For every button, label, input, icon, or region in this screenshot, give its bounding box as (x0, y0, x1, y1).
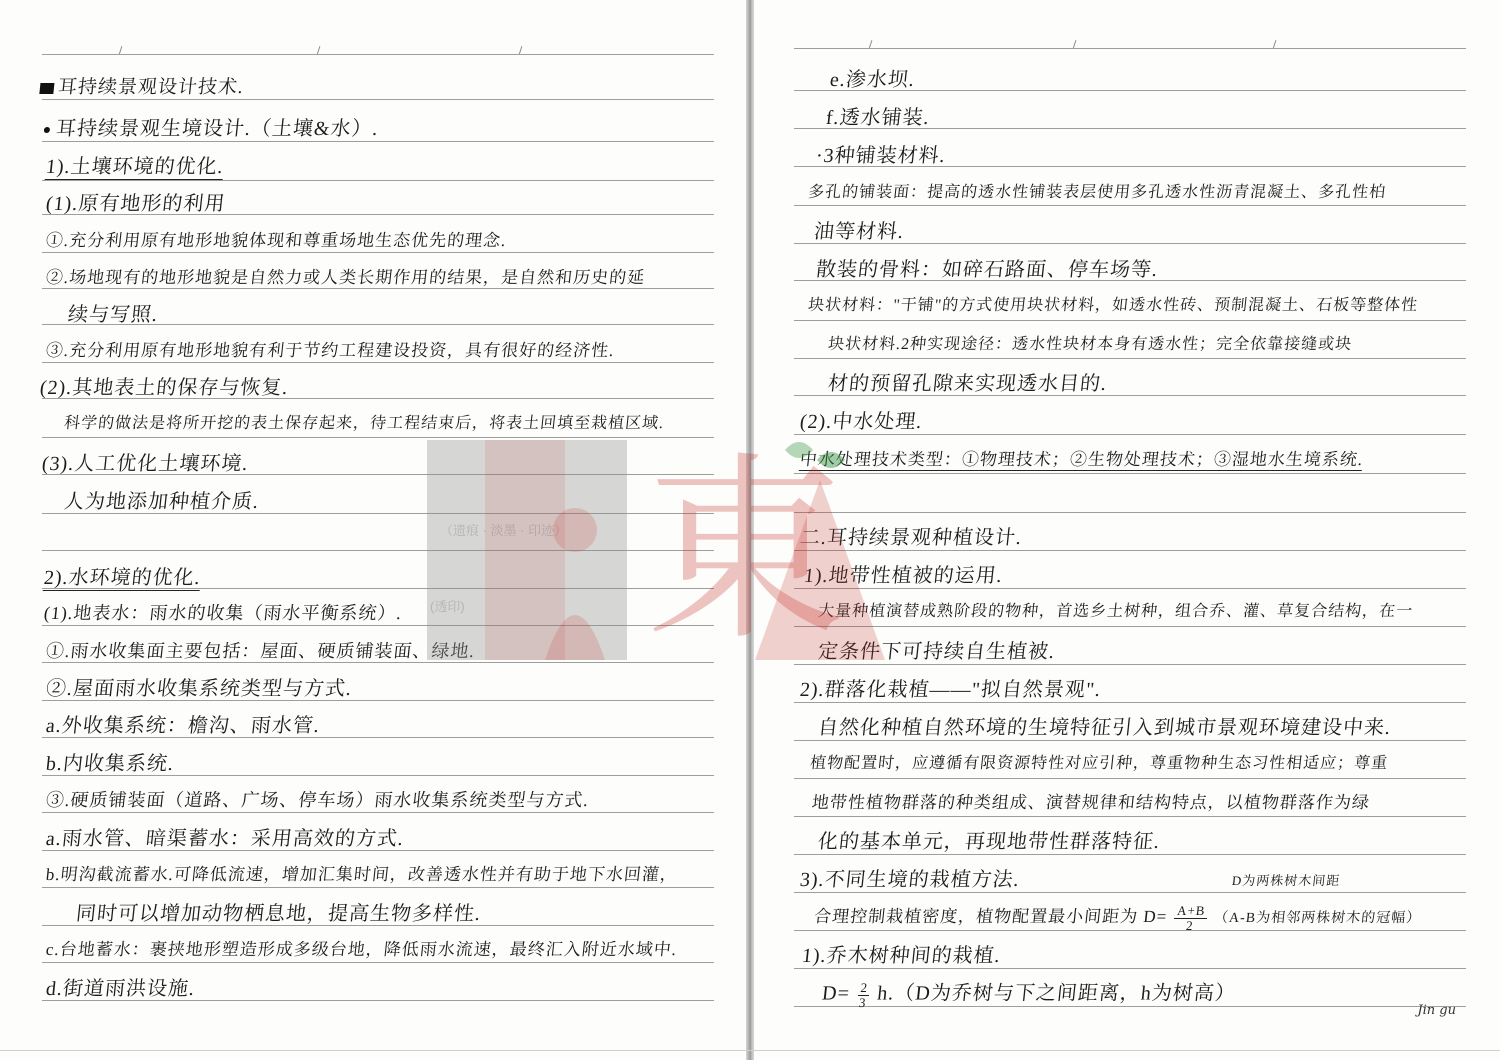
note-line: b.明沟截流蓄水.可降低流速，增加汇集时间，改善透水性并有助于地下水回灌， (45, 865, 679, 884)
note-line: b.内收集系统. (44, 753, 176, 775)
note-line: ③.硬质铺装面（道路、广场、停车场）雨水收集系统类型与方式. (44, 790, 591, 810)
ruled-line (42, 925, 714, 926)
left-page (0, 0, 748, 1060)
fraction: $\frac{A+B}{2}$ (1173, 904, 1208, 932)
ruled-line (42, 288, 714, 289)
formula-line: D= $\frac{2}{3}$ h.（D为乔树与下之间距离，h为树高） (820, 980, 1237, 1010)
ruled-line (794, 48, 1466, 49)
note-line: 多孔的铺装面：提高的透水性铺装表层使用多孔透水性沥青混凝土、多孔性柏 (807, 184, 1387, 201)
note-line: ②.屋面雨水收集系统类型与方式. (44, 678, 354, 700)
note-line: 科学的做法是将所开挖的表土保存起来，待工程结束后，将表土回填至栽植区域. (63, 415, 665, 432)
ruled-line (42, 180, 714, 181)
note-line: 续与写照. (66, 304, 160, 326)
ruled-line (794, 778, 1466, 779)
ruled-line (794, 588, 1466, 589)
note-line: ①.充分利用原有地形地貌体现和尊重场地生态优先的理念. (45, 231, 508, 250)
subheading: 1).土壤环境的优化. (44, 156, 225, 178)
note-line: 大量种植演替成熟阶段的物种，首选乡土树种，组合乔、灌、草复合结构，在一 (817, 603, 1414, 620)
ruled-line (42, 887, 714, 888)
section-heading: 耳持续景观设计技术. (39, 78, 245, 97)
show-through-text: （遗痕 · 淡墨 · 印迹） (440, 523, 568, 538)
subheading: 2).群落化栽植——"拟自然景观". (798, 679, 1103, 701)
note-line: a.外收集系统：檐沟、雨水管. (44, 715, 322, 737)
show-through-text: (透印) (430, 599, 465, 614)
ruled-line (794, 854, 1466, 855)
note-line: ·3种铺装材料. (814, 145, 947, 167)
ruled-line (42, 662, 714, 663)
ruled-line (794, 358, 1466, 359)
note-line: ②.场地现有的地形地貌是自然力或人类长期作用的结果，是自然和历史的延 (45, 268, 647, 287)
formula-line: 合理控制栽植密度，植物配置最小间距为 D= $\frac{A+B}{2}$ （A-B为相邻两株树木的冠幅） (813, 903, 1422, 933)
note-line: a.雨水管、暗渠蓄水：采用高效的方式. (44, 828, 406, 850)
ruled-line (42, 1000, 714, 1001)
formula-annotation: D为两株树木间距 (1231, 873, 1342, 888)
ruled-line (794, 664, 1466, 665)
subheading: 3).不同生境的栽植方法. (798, 869, 1021, 891)
ruled-line (794, 968, 1466, 969)
ruled-line (42, 850, 714, 851)
ruled-line (42, 550, 714, 551)
subheading: 1).地带性植被的运用. (802, 565, 1004, 587)
ruled-line (794, 205, 1466, 206)
note-line: ③.充分利用原有地形地貌有利于节约工程建设投资，具有很好的经济性. (45, 341, 616, 360)
subheading: 1).乔木树种间的栽植. (800, 945, 1002, 967)
ruled-line (42, 962, 714, 963)
ruled-line (794, 626, 1466, 627)
watermark-character: 東 (645, 435, 846, 660)
note-line: (1).原有地形的利用 (44, 193, 227, 215)
note-line: 定条件下可持续自生植被. (816, 641, 1057, 663)
ruled-line (42, 99, 714, 100)
ruled-line (42, 700, 714, 701)
note-line: (2).其地表土的保存与恢复. (38, 377, 290, 399)
ruled-line (42, 362, 714, 363)
ruled-line (42, 513, 714, 514)
section-heading: 二.耳持续景观种植设计. (798, 527, 1024, 549)
note-line: c.台地蓄水：裹挟地形塑造形成多级台地，降低雨水流速，最终汇入附近水域中. (45, 940, 679, 959)
note-line: ①.雨水收集面主要包括：屋面、硬质铺装面、绿地. (44, 641, 477, 661)
note-line: 散装的骨料：如碎石路面、停车场等. (814, 259, 1160, 281)
ruled-line (794, 395, 1466, 396)
ruled-line (794, 702, 1466, 703)
scribble-mark (39, 83, 54, 94)
note-line: 人为地添加种植介质. (62, 491, 261, 513)
fraction: $\frac{2}{3}$ (858, 980, 869, 1010)
note-line: (1).地表水：雨水的收集（雨水平衡系统）. (42, 603, 404, 623)
ruled-line (42, 141, 714, 142)
note-line: 中水处理技术类型：①物理技术；②生物处理技术；③湿地水生境系统. (799, 450, 1365, 469)
note-line: 块状材料.2种实现途径：透水性块材本身有透水性；完全依靠接缝或块 (827, 336, 1353, 353)
ruled-line (42, 812, 714, 813)
note-line: 油等材料. (812, 221, 906, 243)
note-line: 地带性植物群落的种类组成、演替规律和结构特点，以植物群落作为绿 (811, 793, 1371, 812)
ruled-line (794, 550, 1466, 551)
ruled-line (794, 892, 1466, 893)
note-line: 植物配置时，应遵循有限资源特性对应引种，尊重物种生态习性相适应；尊重 (809, 755, 1389, 772)
subheading: 2).水环境的优化. (42, 567, 202, 589)
ruled-line (794, 816, 1466, 817)
ruled-line (794, 243, 1466, 244)
page-bottom-edge (0, 1050, 1500, 1051)
note-line: 自然化种植自然环境的生境特征引入到城市景观环境建设中来. (816, 717, 1393, 739)
ruled-line (42, 775, 714, 776)
note-line: 同时可以增加动物栖息地，提高生物多样性. (74, 903, 483, 925)
signature: Jin gu (1417, 1003, 1456, 1018)
bullet-dot (44, 127, 51, 133)
ruled-line (42, 252, 714, 253)
ruled-line (794, 320, 1466, 321)
ruled-line (42, 54, 714, 55)
ruled-line (794, 434, 1466, 435)
ruled-line (42, 625, 714, 626)
ruled-line (42, 437, 714, 438)
note-line: (3).人工优化土壤环境. (40, 453, 250, 475)
note-line: f.透水铺装. (824, 107, 931, 129)
note-line: 材的预留孔隙来实现透水目的. (826, 373, 1109, 395)
ruled-line (794, 740, 1466, 741)
note-line: e.渗水坝. (828, 69, 917, 91)
note-line: d.街道雨洪设施. (44, 978, 197, 1000)
ruled-line (794, 512, 1466, 513)
subheading: 耳持续景观生境设计.（土壤&水）. (43, 119, 380, 139)
subheading: (2).中水处理. (798, 411, 924, 433)
ruled-line (794, 473, 1466, 474)
note-line: 化的基本单元，再现地带性群落特征. (816, 831, 1162, 853)
ruled-line (42, 737, 714, 738)
note-line: 块状材料："干铺"的方式使用块状材料，如透水性砖、预制混凝土、石板等整体性 (807, 297, 1420, 314)
right-page (754, 0, 1500, 1060)
